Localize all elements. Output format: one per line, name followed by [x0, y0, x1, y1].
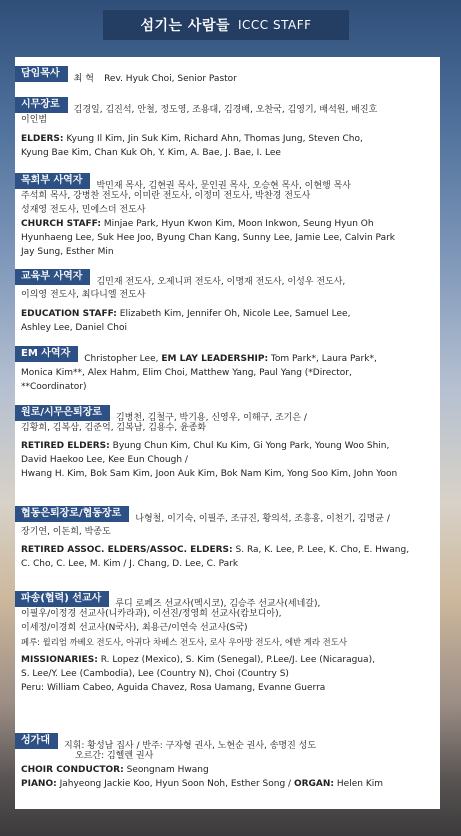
- choir-piano-organ: PIANO: Jahyeong Jackie Koo, Hyun Soon Noh, Esther Song / ORGAN: Helen Kim: [21, 779, 383, 789]
- missionaries-ko-2: 이필우/이정경 선교사(니카라과), 이선진/정영희 선교사(캄보디아),: [21, 609, 282, 619]
- assoc-elders-en-2: C. Cho, C. Lee, M. Kim / J. Chang, D. Lee, C. Park: [21, 559, 239, 569]
- missionaries-ko-3: 이세정/이경희 선교사(N국사), 최용근/이연숙 선교사(S국): [21, 623, 248, 633]
- label-senior-pastor: 담임목사: [15, 66, 68, 82]
- staff-panel: [15, 57, 440, 809]
- em-line-1: Christopher Lee, EM LAY LEADERSHIP: Tom Park*, Laura Park*,: [84, 354, 377, 364]
- assoc-elders-ko-2: 장기연, 이돈희, 박종도: [21, 527, 111, 537]
- church-staff-en-3: Jay Sung, Esther Min: [21, 247, 114, 257]
- label-church-staff: 목회부 사역자: [15, 173, 90, 189]
- education-en-1: EDUCATION STAFF: Elizabeth Kim, Jennifer Oh, Nicole Lee, Samuel Lee,: [21, 309, 351, 319]
- section-missionaries: [15, 591, 440, 695]
- choir-conductor: CHOIR CONDUCTOR: Seongnam Hwang: [21, 765, 209, 775]
- title-english: ICCC STAFF: [238, 18, 312, 32]
- section-education: [15, 269, 440, 335]
- church-staff-ko-1: 박민재 목사, 김현권 목사, 문인권 목사, 오승현 목사, 이현행 목사: [96, 181, 351, 191]
- senior-pastor-ko: 최 혁: [73, 74, 94, 84]
- label-education: 교육부 사역자: [15, 269, 90, 285]
- choir-ko-1: 지휘: 황성남 집사 / 반주: 구자형 권사, 노현순 권사, 송명진 성도: [63, 741, 317, 751]
- label-elders: 시무장로: [15, 97, 68, 113]
- retired-elders-ko-1: 김병천, 김철구, 박기용, 신영우, 이해구, 조기은 /: [115, 413, 307, 423]
- assoc-elders-en-1: RETIRED ASSOC. ELDERS/ASSOC. ELDERS: S. Ra, K. Lee, P. Lee, K. Cho, E. Hwang,: [21, 545, 410, 555]
- education-ko-2: 이의영 전도사, 최다니엘 전도사: [21, 290, 146, 300]
- senior-pastor-en: Rev. Hyuk Choi, Senior Pastor: [104, 74, 237, 84]
- assoc-elders-ko-1: 나형철, 이기숙, 이필주, 조규진, 황의석, 조흥홍, 이천기, 김명균 /: [135, 514, 390, 524]
- em-line-2: Monica Kim**, Alex Hahm, Elim Choi, Matthew Yang, Paul Yang (*Director,: [21, 368, 352, 378]
- missionaries-en-2: S. Lee/Y. Lee (Cambodia), Lee (Country N), Choi (Country S): [21, 669, 289, 679]
- church-staff-ko-2: 주석희 목사, 강병찬 전도사, 이미란 전도사, 이정미 전도사, 박찬경 전도사: [21, 191, 311, 201]
- label-em: EM 사역자: [15, 346, 78, 362]
- section-em: [15, 346, 440, 394]
- choir-ko-2: 오르간: 김헬렌 권사: [75, 751, 154, 761]
- missionaries-ko-1: 루디 로페즈 선교사(멕시코), 김승주 선교사(세네갈),: [115, 599, 321, 609]
- section-elders: [15, 97, 440, 160]
- label-choir: 성가대: [15, 733, 58, 749]
- section-retired-elders: [15, 405, 440, 481]
- retired-elders-en-1: RETIRED ELDERS: Byung Chun Kim, Chul Ku Kim, Gi Yong Park, Young Woo Shin,: [21, 441, 390, 451]
- elders-ko-2: 이인범: [21, 115, 48, 125]
- church-staff-ko-3: 성재영 전도사, 민에스더 전도사: [21, 205, 146, 215]
- elders-en-2: Kyung Bae Kim, Chan Kuk Oh, Y. Kim, A. Bae, J. Bae, I. Lee: [21, 148, 281, 158]
- missionaries-ko-4: 페루: 윌리엄 까베오 전도사, 아귀다 차베스 전도사, 로사 우아망 전도사, 에반 게라 전도사: [21, 637, 347, 647]
- label-assoc-elders: 협동은퇴장로/협동장로: [15, 506, 129, 522]
- retired-elders-en-2: David Haekoo Lee, Kee Eun Chough /: [21, 455, 188, 465]
- elders-ko-1: 김경일, 김진석, 안철, 정도영, 조용대, 김경배, 오찬국, 김영기, 배석원, 배진호: [73, 105, 378, 115]
- elders-en-1: ELDERS: Kyung Il Kim, Jin Suk Kim, Richard Ahn, Thomas Jung, Steven Cho,: [21, 134, 363, 144]
- retired-elders-en-3: Hwang H. Kim, Bok Sam Kim, Joon Auk Kim, Bok Nam Kim, Yong Soo Kim, John Yoon: [21, 469, 398, 479]
- missionaries-en-1: MISSIONARIES: R. Lopez (Mexico), S. Kim (Senegal), P.Lee/J. Lee (Nicaragua),: [21, 655, 375, 665]
- missionaries-en-3: Peru: William Cabeo, Aguida Chavez, Rosa Uamang, Evanne Guerra: [21, 683, 326, 693]
- education-ko-1: 김민재 전도사, 오제니퍼 전도사, 이명재 전도사, 이성우 전도사,: [96, 277, 346, 287]
- retired-elders-ko-2: 김황희, 김복삼, 김준억, 김복남, 김용수, 윤종화: [21, 423, 207, 433]
- page-title: [103, 10, 349, 40]
- section-church-staff: [15, 173, 440, 259]
- title-korean: 섬기는 사람들: [140, 18, 230, 34]
- church-staff-en-2: Hyunhaeng Lee, Suk Hee Joo, Byung Chan Kang, Sunny Lee, Jamie Lee, Calvin Park: [21, 233, 396, 243]
- section-choir: [15, 733, 440, 791]
- church-staff-en-1: CHURCH STAFF: Minjae Park, Hyun Kwon Kim, Moon Inkwon, Seung Hyun Oh: [21, 219, 374, 229]
- em-line-3: **Coordinator): [21, 382, 87, 392]
- education-en-2: Ashley Lee, Daniel Choi: [21, 323, 127, 333]
- label-missionaries: 파송(협력) 선교사: [15, 591, 109, 607]
- section-senior-pastor: [15, 66, 440, 82]
- section-assoc-elders: [15, 506, 440, 571]
- label-retired-elders: 원로/시무은퇴장로: [15, 405, 110, 421]
